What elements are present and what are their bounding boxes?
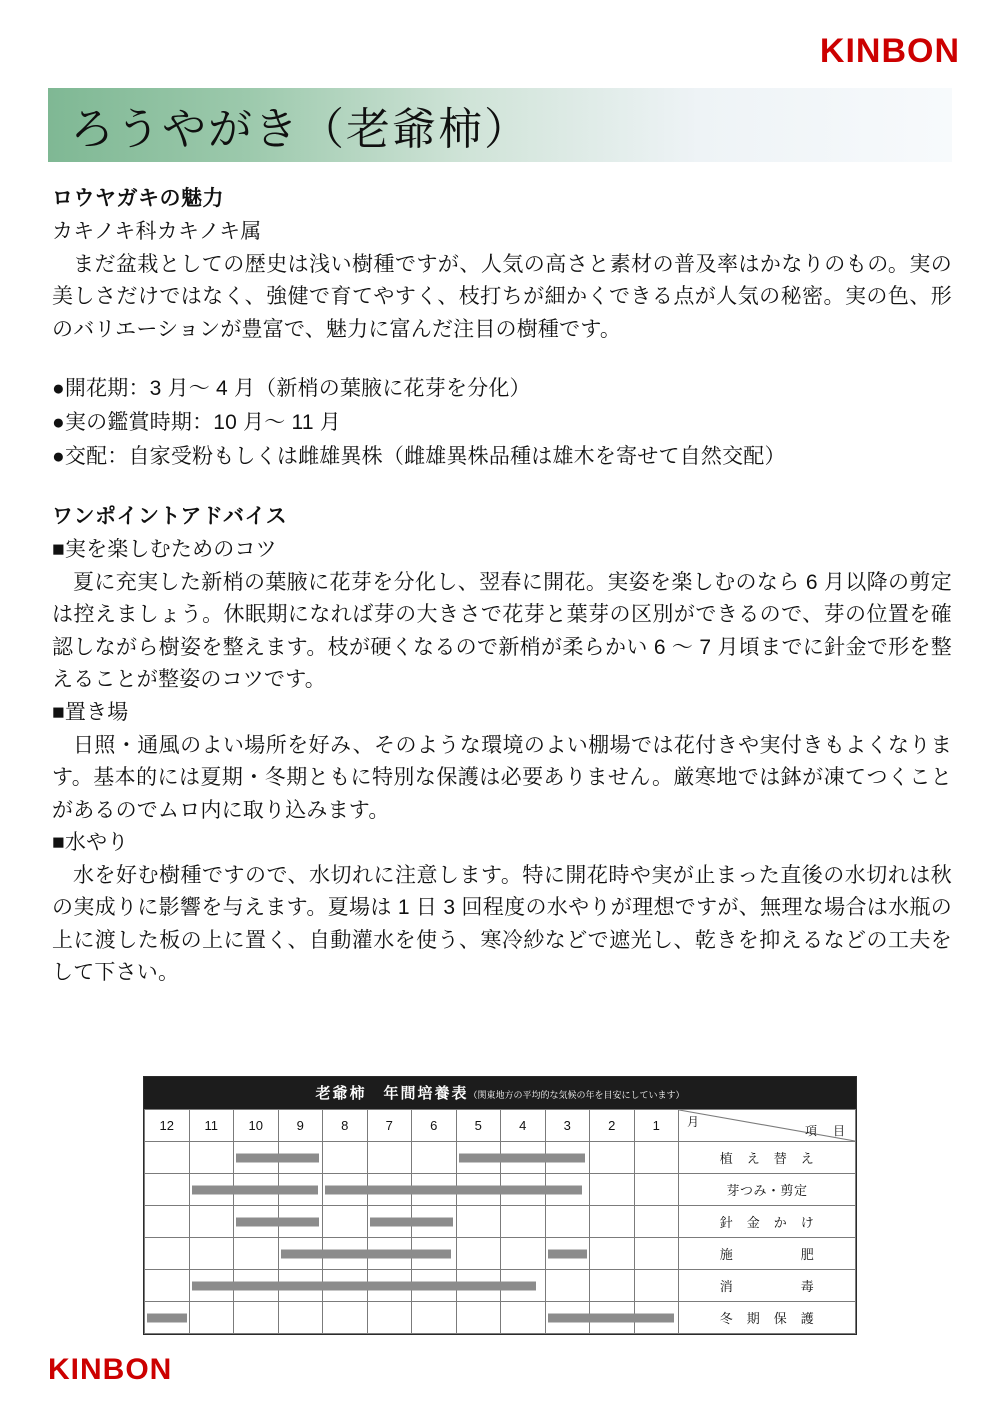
calendar-cell xyxy=(501,1142,546,1174)
calendar-month-header: 7 xyxy=(367,1110,412,1142)
calendar-cell xyxy=(545,1238,590,1270)
calendar-month-header: 12 xyxy=(145,1110,190,1142)
calendar-cell xyxy=(634,1238,679,1270)
calendar-cell xyxy=(412,1270,457,1302)
calendar-cell xyxy=(545,1302,590,1334)
calendar-cell xyxy=(367,1206,412,1238)
calendar-cell xyxy=(323,1142,368,1174)
calendar-table xyxy=(144,1109,856,1334)
calendar-row xyxy=(145,1206,856,1238)
calendar-cell xyxy=(412,1238,457,1270)
advice-heading: ワンポイントアドバイス xyxy=(52,505,288,529)
calendar-cell xyxy=(234,1174,279,1206)
calendar-row xyxy=(145,1142,856,1174)
calendar-cell xyxy=(234,1302,279,1334)
charm-heading: ロウヤガキの魅力 xyxy=(52,187,224,210)
calendar-cell xyxy=(145,1302,190,1334)
calendar-cell xyxy=(323,1238,368,1270)
calendar-cell xyxy=(367,1302,412,1334)
calendar-row-label: 針 金 か け xyxy=(679,1206,856,1238)
bullet-flowering-period: ●開花期：3 月〜 4 月（新梢の葉腋に花芽を分化） xyxy=(52,377,531,401)
calendar-cell xyxy=(456,1174,501,1206)
calendar-row xyxy=(145,1270,856,1302)
brand-logo-bottom: KINBON xyxy=(48,1353,173,1386)
calendar-cell xyxy=(590,1206,635,1238)
calendar-title-text: 老爺柿 年間培養表 xyxy=(315,1085,469,1102)
advice-heading-watering: ■水やり xyxy=(52,831,129,855)
calendar-row xyxy=(145,1238,856,1270)
calendar-row-label: 施 肥 xyxy=(679,1238,856,1270)
calendar-header-row xyxy=(145,1110,856,1142)
calendar-cell xyxy=(323,1174,368,1206)
calendar-period-bar xyxy=(548,1249,588,1258)
calendar-month-header: 10 xyxy=(234,1110,279,1142)
calendar-cell xyxy=(456,1270,501,1302)
calendar-cell xyxy=(545,1270,590,1302)
calendar-cell xyxy=(545,1174,590,1206)
calendar-row-label: 芽つみ・剪定 xyxy=(679,1174,856,1206)
calendar-cell xyxy=(189,1270,234,1302)
calendar-cell xyxy=(145,1174,190,1206)
calendar-cell xyxy=(145,1206,190,1238)
advice-body-watering: 水を好む樹種ですので、水切れに注意します。特に開花時や実が止まった直後の水切れは秋の実成りに影響を与えます。夏場は 1 日 3 回程度の水やりが理想ですが、無理な場合は水瓶の上に渡した板の上に置く、自動灌水を使う、寒冷紗などで遮光し、乾きを抑えるなどの工夫をして下さい。 xyxy=(52,863,952,985)
calendar-cell xyxy=(456,1142,501,1174)
calendar-cell xyxy=(234,1238,279,1270)
calendar-cell xyxy=(234,1142,279,1174)
calendar-cell xyxy=(278,1142,323,1174)
calendar-cell xyxy=(634,1206,679,1238)
bullet-pollination: ●交配：自家受粉もしくは雌雄異株（雌雄異株品種は雄木を寄せて自然交配） xyxy=(52,445,786,469)
calendar-cell xyxy=(367,1174,412,1206)
calendar-cell xyxy=(501,1238,546,1270)
calendar-cell xyxy=(456,1238,501,1270)
calendar-cell xyxy=(323,1302,368,1334)
calendar-cell xyxy=(278,1270,323,1302)
calendar-cell xyxy=(189,1206,234,1238)
calendar-cell xyxy=(145,1142,190,1174)
calendar-month-header: 8 xyxy=(323,1110,368,1142)
calendar-cell xyxy=(456,1302,501,1334)
brand-logo-top: KINBON xyxy=(819,32,960,70)
calendar-row xyxy=(145,1174,856,1206)
calendar-month-header: 9 xyxy=(278,1110,323,1142)
article-body xyxy=(52,182,952,990)
calendar-cell xyxy=(590,1238,635,1270)
calendar-title-note: （関東地方の平均的な気候の年を目安にしています） xyxy=(468,1090,685,1100)
calendar-cell xyxy=(412,1142,457,1174)
calendar-row xyxy=(145,1302,856,1334)
advice-heading-placement: ■置き場 xyxy=(52,700,129,724)
calendar-cell xyxy=(590,1142,635,1174)
calendar-cell xyxy=(634,1142,679,1174)
cultivation-calendar xyxy=(143,1076,857,1335)
calendar-month-header: 5 xyxy=(456,1110,501,1142)
calendar-month-header: 2 xyxy=(590,1110,635,1142)
calendar-cell xyxy=(501,1302,546,1334)
calendar-cell xyxy=(501,1206,546,1238)
calendar-cell xyxy=(590,1270,635,1302)
calendar-cell xyxy=(412,1206,457,1238)
calendar-row-label: 植 え 替 え xyxy=(679,1142,856,1174)
calendar-cell xyxy=(323,1270,368,1302)
calendar-cell xyxy=(590,1302,635,1334)
calendar-cell xyxy=(412,1302,457,1334)
calendar-cell xyxy=(189,1142,234,1174)
calendar-cell xyxy=(456,1206,501,1238)
calendar-cell xyxy=(367,1238,412,1270)
calendar-period-bar xyxy=(147,1313,187,1322)
calendar-cell xyxy=(234,1270,279,1302)
calendar-cell xyxy=(634,1302,679,1334)
calendar-cell xyxy=(189,1238,234,1270)
calendar-month-header: 11 xyxy=(189,1110,234,1142)
calendar-row-label: 冬 期 保 護 xyxy=(679,1302,856,1334)
calendar-month-header: 3 xyxy=(545,1110,590,1142)
calendar-cell xyxy=(234,1206,279,1238)
calendar-title xyxy=(144,1077,856,1109)
calendar-cell xyxy=(278,1238,323,1270)
charm-paragraph: まだ盆栽としての歴史は浅い樹種ですが、人気の高さと素材の普及率はかなりのもの。実の美しさだけではなく、強健で育てやすく、枝打ちが細かくできる点が人気の秘密。実の色、形のバリエーションが豊富で、魅力に富んだ注目の樹種です。 xyxy=(52,252,952,341)
bullet-fruit-viewing-period: ●実の鑑賞時期：10 月〜 11 月 xyxy=(52,411,341,435)
calendar-month-header: 6 xyxy=(412,1110,457,1142)
plant-family: カキノキ科カキノキ属 xyxy=(52,220,262,243)
calendar-corner-cell: 月 項 目 xyxy=(679,1110,856,1142)
calendar-cell xyxy=(278,1174,323,1206)
advice-heading-fruit: ■実を楽しむためのコツ xyxy=(52,538,277,562)
advice-body-fruit: 夏に充実した新梢の葉腋に花芽を分化し、翌春に開花。実姿を楽しむのなら 6 月以降の剪定は控えましょう。休眠期になれば芽の大きさで花芽と葉芽の区別ができるので、芽の位置を確認しながら樹姿を整えます。枝が硬くなるので新梢が柔らかい 6 〜 7 月頃までに針金で形を整えることが整姿のコツです。 xyxy=(52,570,952,692)
calendar-cell xyxy=(145,1270,190,1302)
calendar-cell xyxy=(323,1206,368,1238)
calendar-cell xyxy=(501,1174,546,1206)
page-title: ろうやがき（老爺柿） xyxy=(70,104,530,155)
calendar-cell xyxy=(278,1206,323,1238)
calendar-cell xyxy=(590,1174,635,1206)
calendar-cell xyxy=(412,1174,457,1206)
title-banner xyxy=(48,88,952,162)
calendar-cell xyxy=(278,1302,323,1334)
calendar-month-header: 1 xyxy=(634,1110,679,1142)
advice-body-placement: 日照・通風のよい場所を好み、そのような環境のよい棚場では花付きや実付きもよくなります。基本的には夏期・冬期ともに特別な保護は必要ありません。厳寒地では鉢が凍てつくことがあるのでムロ内に取り込みます。 xyxy=(52,733,952,822)
calendar-cell xyxy=(545,1206,590,1238)
calendar-cell xyxy=(545,1142,590,1174)
calendar-cell xyxy=(501,1270,546,1302)
calendar-cell xyxy=(367,1270,412,1302)
calendar-cell xyxy=(367,1142,412,1174)
calendar-cell xyxy=(634,1174,679,1206)
calendar-row-label: 消 毒 xyxy=(679,1270,856,1302)
calendar-month-header: 4 xyxy=(501,1110,546,1142)
calendar-cell xyxy=(189,1302,234,1334)
calendar-cell xyxy=(145,1238,190,1270)
calendar-cell xyxy=(189,1174,234,1206)
calendar-cell xyxy=(634,1270,679,1302)
